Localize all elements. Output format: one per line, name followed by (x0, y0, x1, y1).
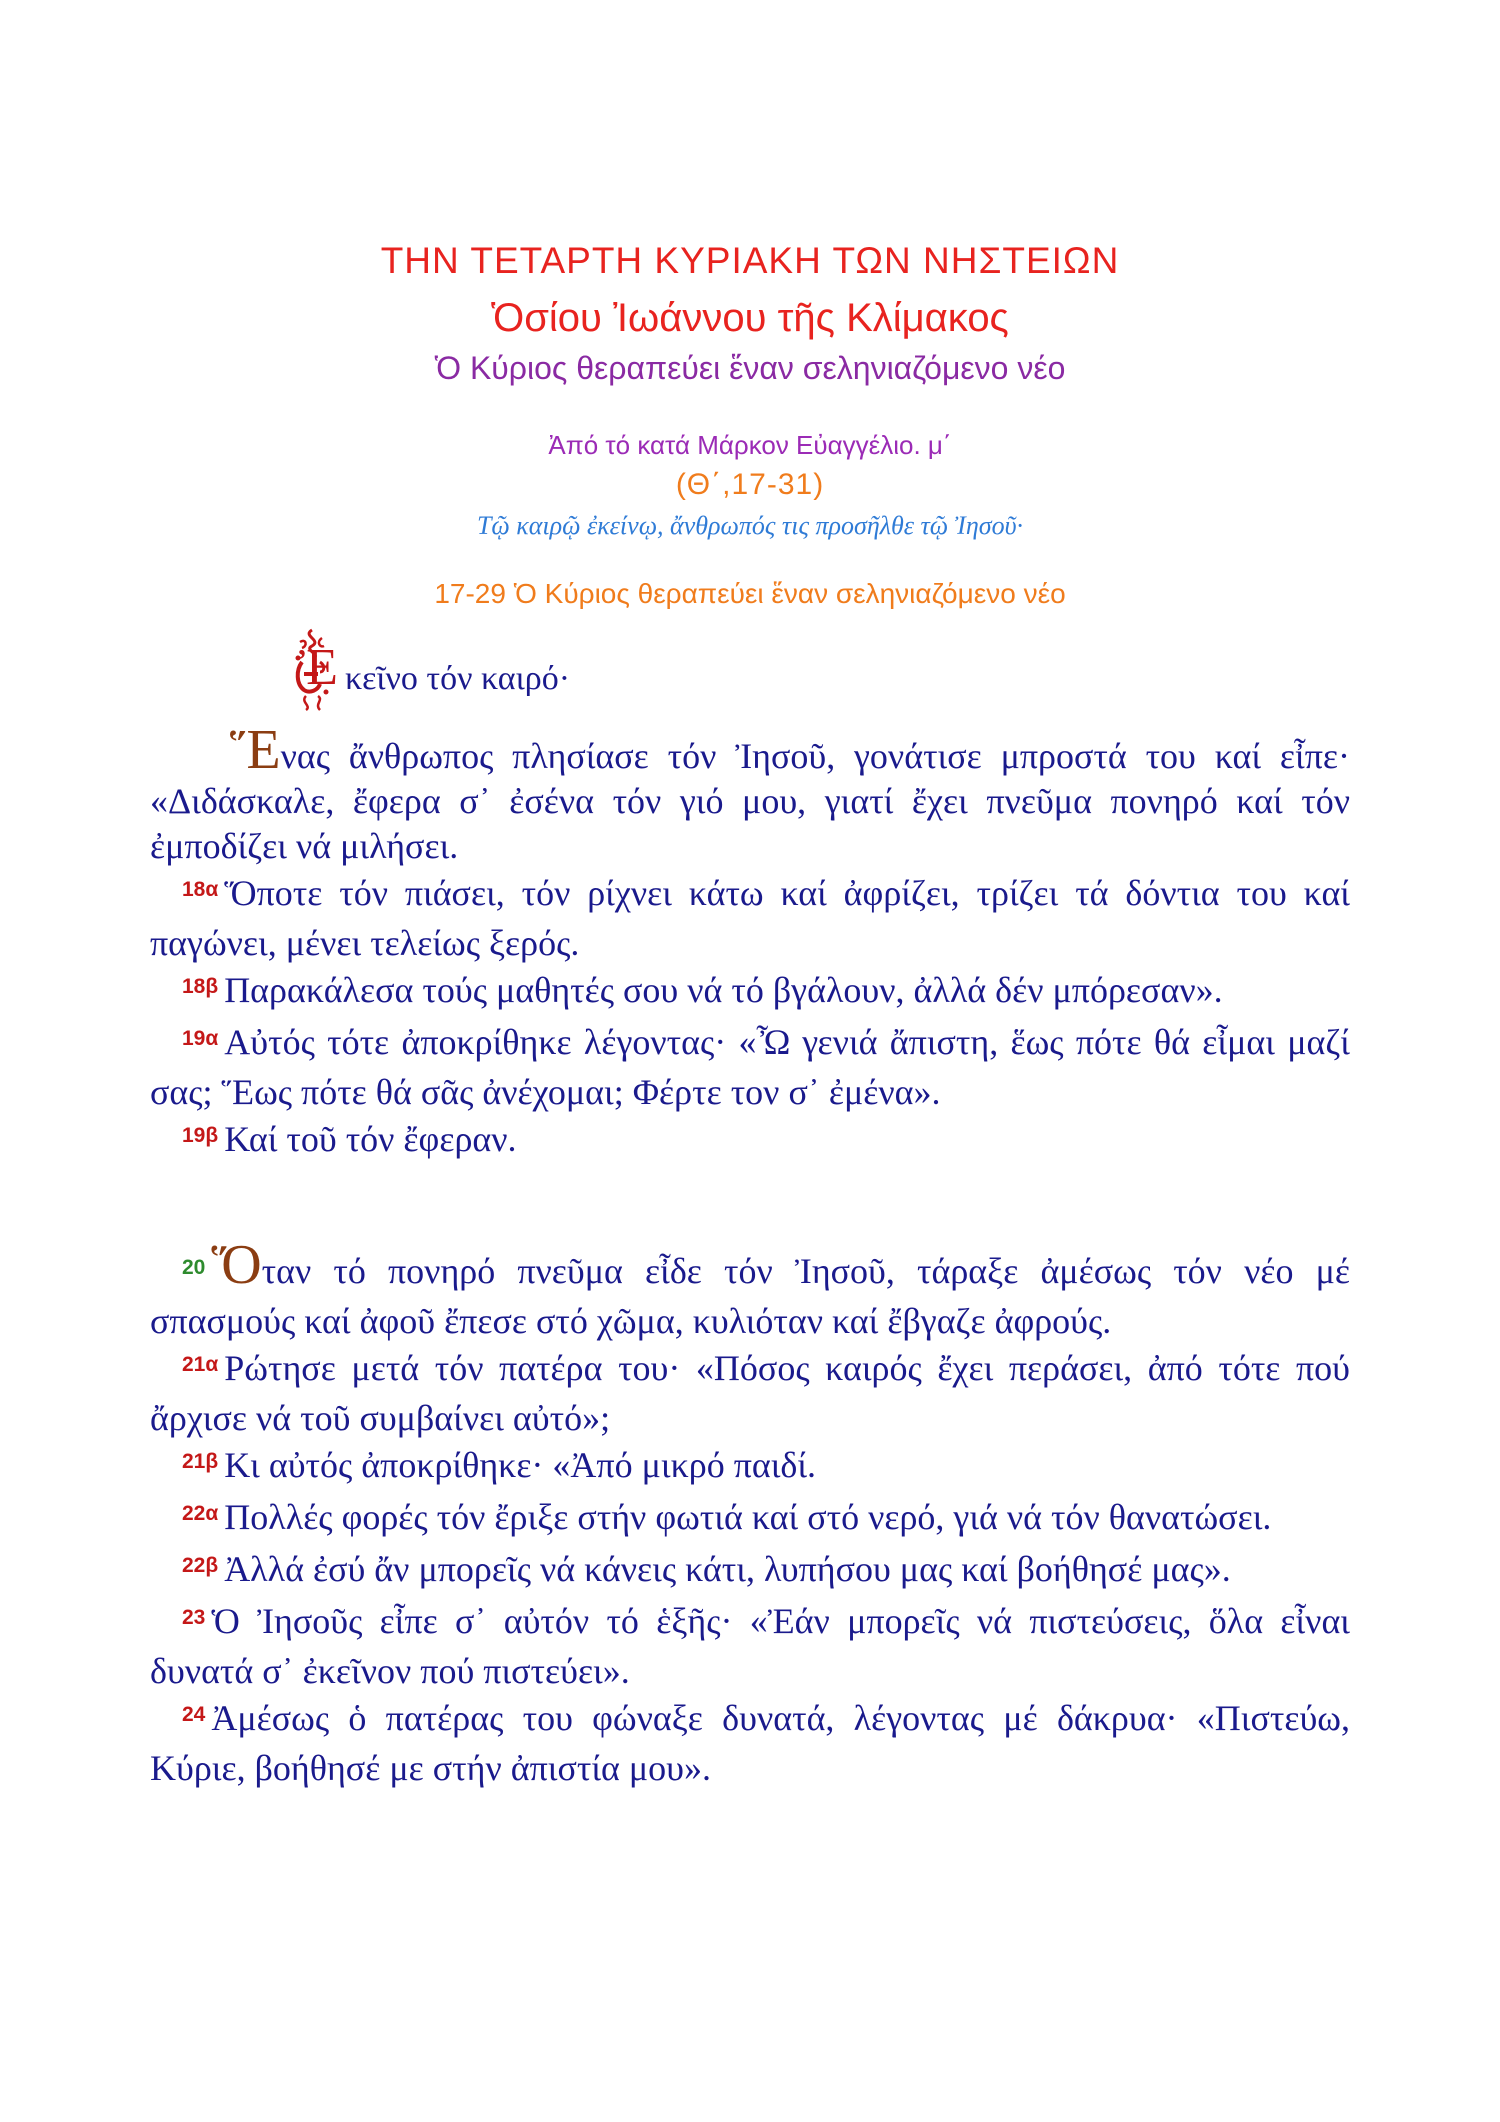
verse-text: ταν τό πονηρό πνεῦμα εἶδε τόν Ἰησοῦ, τάραξε ἀμέσως τόν νέο μέ σπασμούς καί ἀφοῦ ἔπεσε στό χῶμα, κυλιόταν καί ἔβγαζε ἀφρούς. (150, 1251, 1350, 1341)
verse-paragraph (150, 1117, 1350, 1167)
verse-number: 20 (182, 1256, 206, 1279)
liturgical-intro: Τῷ καιρῷ ἐκείνῳ, ἄνθρωπός τις προσῆλθε τῷ Ἰησοῦ· (476, 511, 1024, 540)
verse-paragraph (150, 1020, 1350, 1115)
reading-subtitle: Ὁ Κύριος θεραπεύει ἕναν σεληνιαζόμενο νέο (434, 350, 1066, 386)
verse-text: Ὅποτε τόν πιάσει, τόν ρίχνει κάτω καί ἀφρίζει, τρίζει τά δόντια του καί παγώνει, μένει τελείως ξερός. (150, 873, 1350, 963)
verse-text: Πολλές φορές τόν ἔριξε στήν φωτιά καί στό νερό, γιά νά τόν θανατώσει. (224, 1497, 1272, 1537)
verse-text: Παρακάλεσα τούς μαθητές σου νά τό βγάλουν, ἀλλά δέν μπόρεσαν». (224, 970, 1223, 1010)
verse-paragraph (150, 1547, 1350, 1597)
verse-text: Κι αὐτός ἀποκρίθηκε· «Ἀπό μικρό παιδί. (224, 1445, 817, 1485)
verse-text: νας ἄνθρωπος πλησίασε τόν Ἰησοῦ, γονάτισε μπροστά του καί εἶπε· «Διδάσκαλε, ἔφερα σ᾽ ἐσένα τόν γιό μου, γιατί ἔχει πνεῦμα πονηρό καί τόν ἐμποδίζει νά μιλήσει. (150, 736, 1350, 866)
verse-initial-capital: Ἕ (230, 719, 281, 781)
verse-paragraph (150, 1696, 1350, 1791)
verse-number: 22β (182, 1554, 219, 1577)
verse-number: 19α (182, 1027, 219, 1050)
verse-number: 19β (182, 1124, 219, 1147)
gospel-text-block-2 (150, 1234, 1350, 1793)
verse-text: Ὁ Ἰησοῦς εἶπε σ᾽ αὐτόν τό ἑξῆς· «Ἐάν μπορεῖς νά πιστεύσεις, ὅλα εἶναι δυνατά σ᾽ ἐκεῖνον πού πιστεύει». (150, 1601, 1350, 1691)
gospel-source: Ἀπό τό κατά Μάρκον Εὐαγγέλιο. μ΄ (548, 430, 952, 460)
verse-paragraph (150, 1599, 1350, 1694)
verse-number: 21α (182, 1353, 219, 1376)
verse-paragraph (150, 968, 1350, 1018)
verse-text: Αὐτός τότε ἀποκρίθηκε λέγοντας· «Ὦ γενιά ἄπιστη, ἕως πότε θά εἶμαι μαζί σας; Ἕως πότε θά σᾶς ἀνέχομαι; Φέρτε τον σ᾽ ἐμένα». (150, 1022, 1350, 1112)
incipit-text: κεῖνο τόν καιρό· (345, 660, 571, 697)
verse-number: 18β (182, 975, 219, 998)
incipit-initial: Ἐ (299, 639, 338, 696)
verse-number: 22α (182, 1502, 219, 1525)
verse-initial-capital: Ὅ (211, 1234, 262, 1296)
verse-text: Ἀμέσως ὁ πατέρας του φώναξε δυνατά, λέγοντας μέ δάκρυα· «Πιστεύω, Κύριε, βοήθησέ με στήν ἀπιστία μου». (150, 1698, 1350, 1788)
verse-paragraph (150, 1443, 1350, 1493)
verse-paragraph (150, 719, 1350, 869)
gospel-text-block-1 (150, 719, 1350, 1169)
verse-paragraph (150, 1495, 1350, 1545)
verse-text: Ρώτησε μετά τόν πατέρα του· «Πόσος καιρός ἔχει περάσει, ἀπό τότε πού ἄρχισε νά τοῦ συμβαίνει αὐτό»; (150, 1348, 1350, 1438)
verse-paragraph (150, 1346, 1350, 1441)
verse-number: 24 (182, 1703, 206, 1726)
verse-paragraph (150, 871, 1350, 966)
verse-number: 18α (182, 878, 219, 901)
verse-number: 21β (182, 1450, 219, 1473)
feast-title: ΤΗΝ ΤΕΤΑΡΤΗ ΚΥΡΙΑΚΗ ΤΩΝ ΝΗΣΤΕΙΩΝ (380, 240, 1120, 281)
verse-number: 23 (182, 1606, 206, 1629)
section-heading: 17-29 Ὁ Κύριος θεραπεύει ἕναν σεληνιαζόμενο νέο (434, 578, 1066, 609)
incipit-line (299, 639, 571, 698)
verse-text: Ἀλλά ἐσύ ἄν μπορεῖς νά κάνεις κάτι, λυπήσου μας καί βοήθησέ μας». (224, 1549, 1231, 1589)
saint-commemoration: Ὁσίου Ἰωάννου τῆς Κλίμακος (491, 296, 1009, 340)
verse-paragraph (150, 1234, 1350, 1344)
verse-text: Καί τοῦ τόν ἔφεραν. (224, 1119, 517, 1159)
gospel-reference: (Θ΄,17-31) (675, 468, 825, 501)
